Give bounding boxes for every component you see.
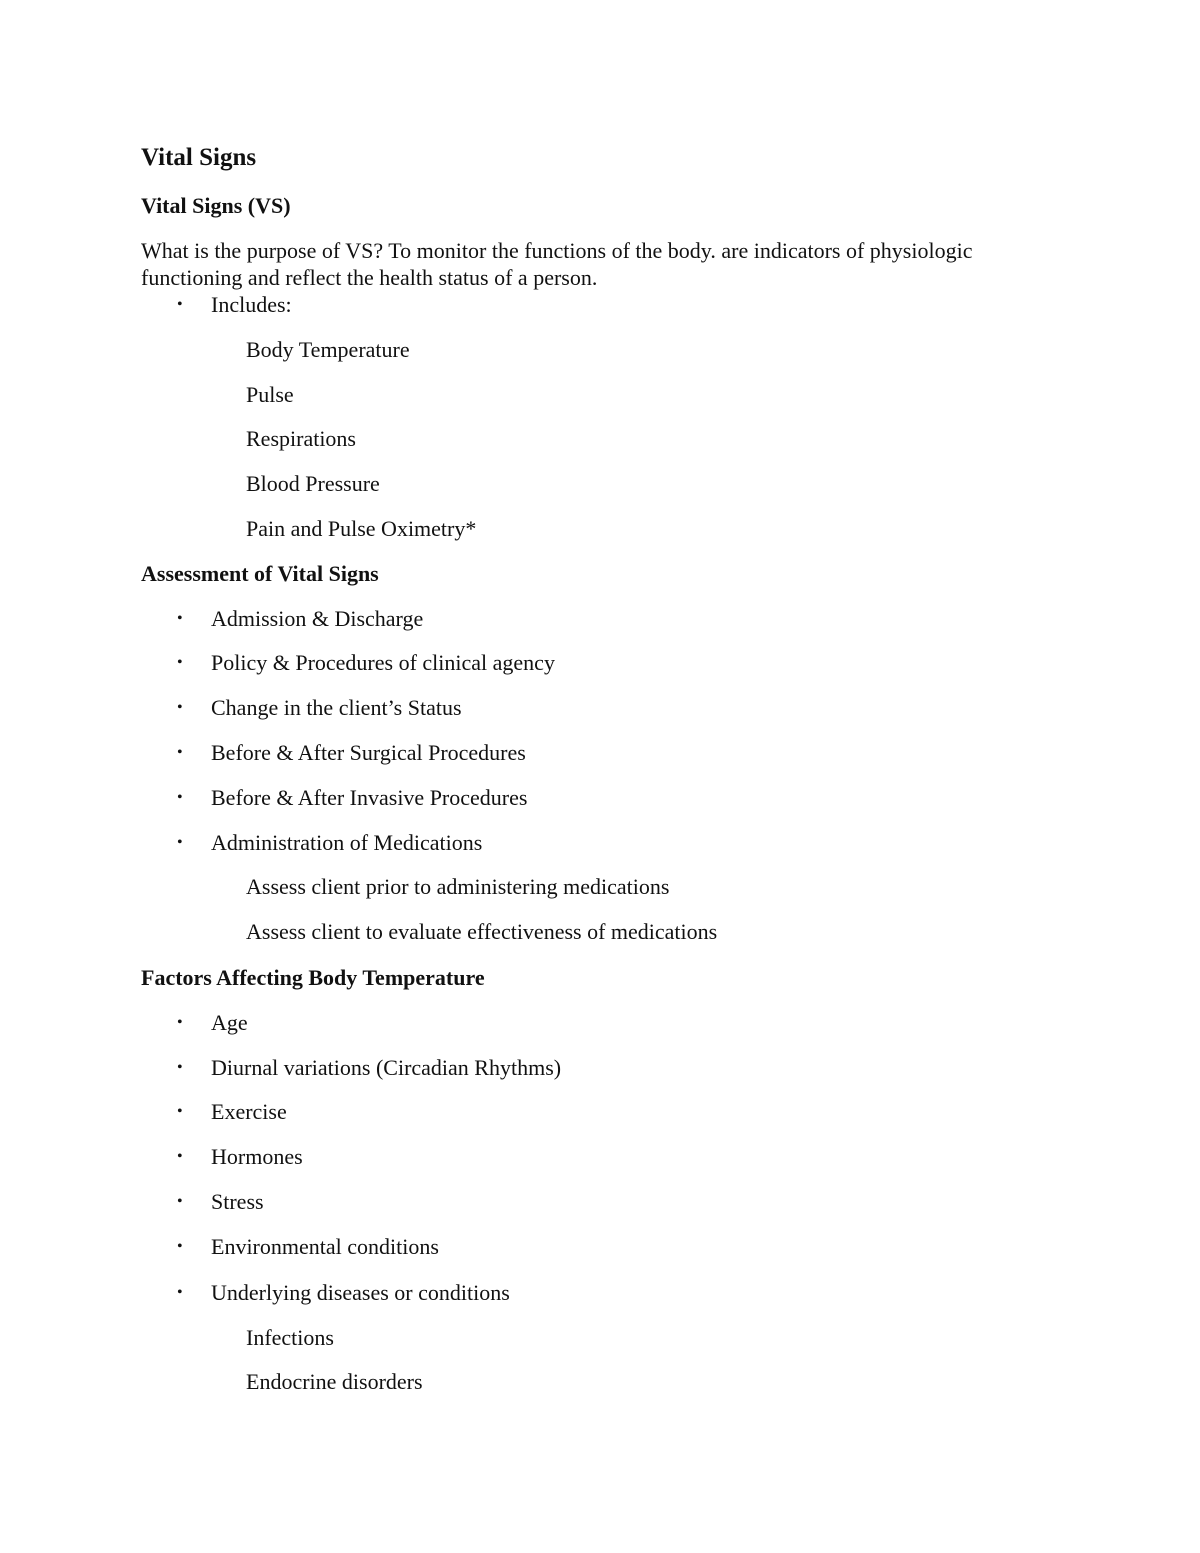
bullet-icon: • [177,1284,183,1301]
bullet-icon: • [177,1014,183,1031]
section-heading-factors: Factors Affecting Body Temperature [141,965,485,990]
list-item: Change in the client’s Status [211,695,462,720]
bullet-icon: • [177,654,183,671]
includes-item: Pulse [246,382,294,407]
bullet-icon: • [177,744,183,761]
section-heading-assessment: Assessment of Vital Signs [141,561,379,586]
bullet-icon: • [177,789,183,806]
list-item: Underlying diseases or conditions [211,1280,510,1305]
bullet-icon: • [177,1238,183,1255]
includes-item: Blood Pressure [246,471,380,496]
bullet-icon: • [177,1148,183,1165]
list-item: Stress [211,1189,264,1214]
list-item: Diurnal variations (Circadian Rhythms) [211,1055,562,1080]
list-item: Before & After Invasive Procedures [211,785,528,810]
sub-list-item: Endocrine disorders [246,1369,423,1394]
list-item: Environmental conditions [211,1234,439,1259]
sub-list-item: Assess client prior to administering medications [246,874,670,899]
list-item: Exercise [211,1099,287,1124]
includes-item: Body Temperature [246,337,410,362]
includes-item: Pain and Pulse Oximetry* [246,516,477,541]
list-item: Admission & Discharge [211,606,424,631]
list-item: Before & After Surgical Procedures [211,740,526,765]
list-item: Age [211,1010,248,1035]
sub-list-item: Assess client to evaluate effectiveness of medications [246,919,718,944]
bullet-icon: • [177,699,183,716]
bullet-icon: • [177,610,183,627]
list-item: Administration of Medications [211,830,483,855]
section-heading-vital-signs-vs: Vital Signs (VS) [141,193,291,218]
includes-item: Respirations [246,426,356,451]
purpose-paragraph-line-1: What is the purpose of VS? To monitor the functions of the body. are indicators of physiologic [141,238,973,263]
bullet-icon: • [177,1193,183,1210]
page-title: Vital Signs [141,144,257,171]
bullet-icon: • [177,1059,183,1076]
purpose-paragraph-line-2: functioning and reflect the health status of a person. [141,265,598,290]
bullet-icon: • [177,296,183,313]
sub-list-item: Infections [246,1325,334,1350]
bullet-icon: • [177,834,183,851]
includes-label: Includes: [211,292,292,317]
bullet-icon: • [177,1103,183,1120]
list-item: Hormones [211,1144,303,1169]
list-item: Policy & Procedures of clinical agency [211,650,555,675]
